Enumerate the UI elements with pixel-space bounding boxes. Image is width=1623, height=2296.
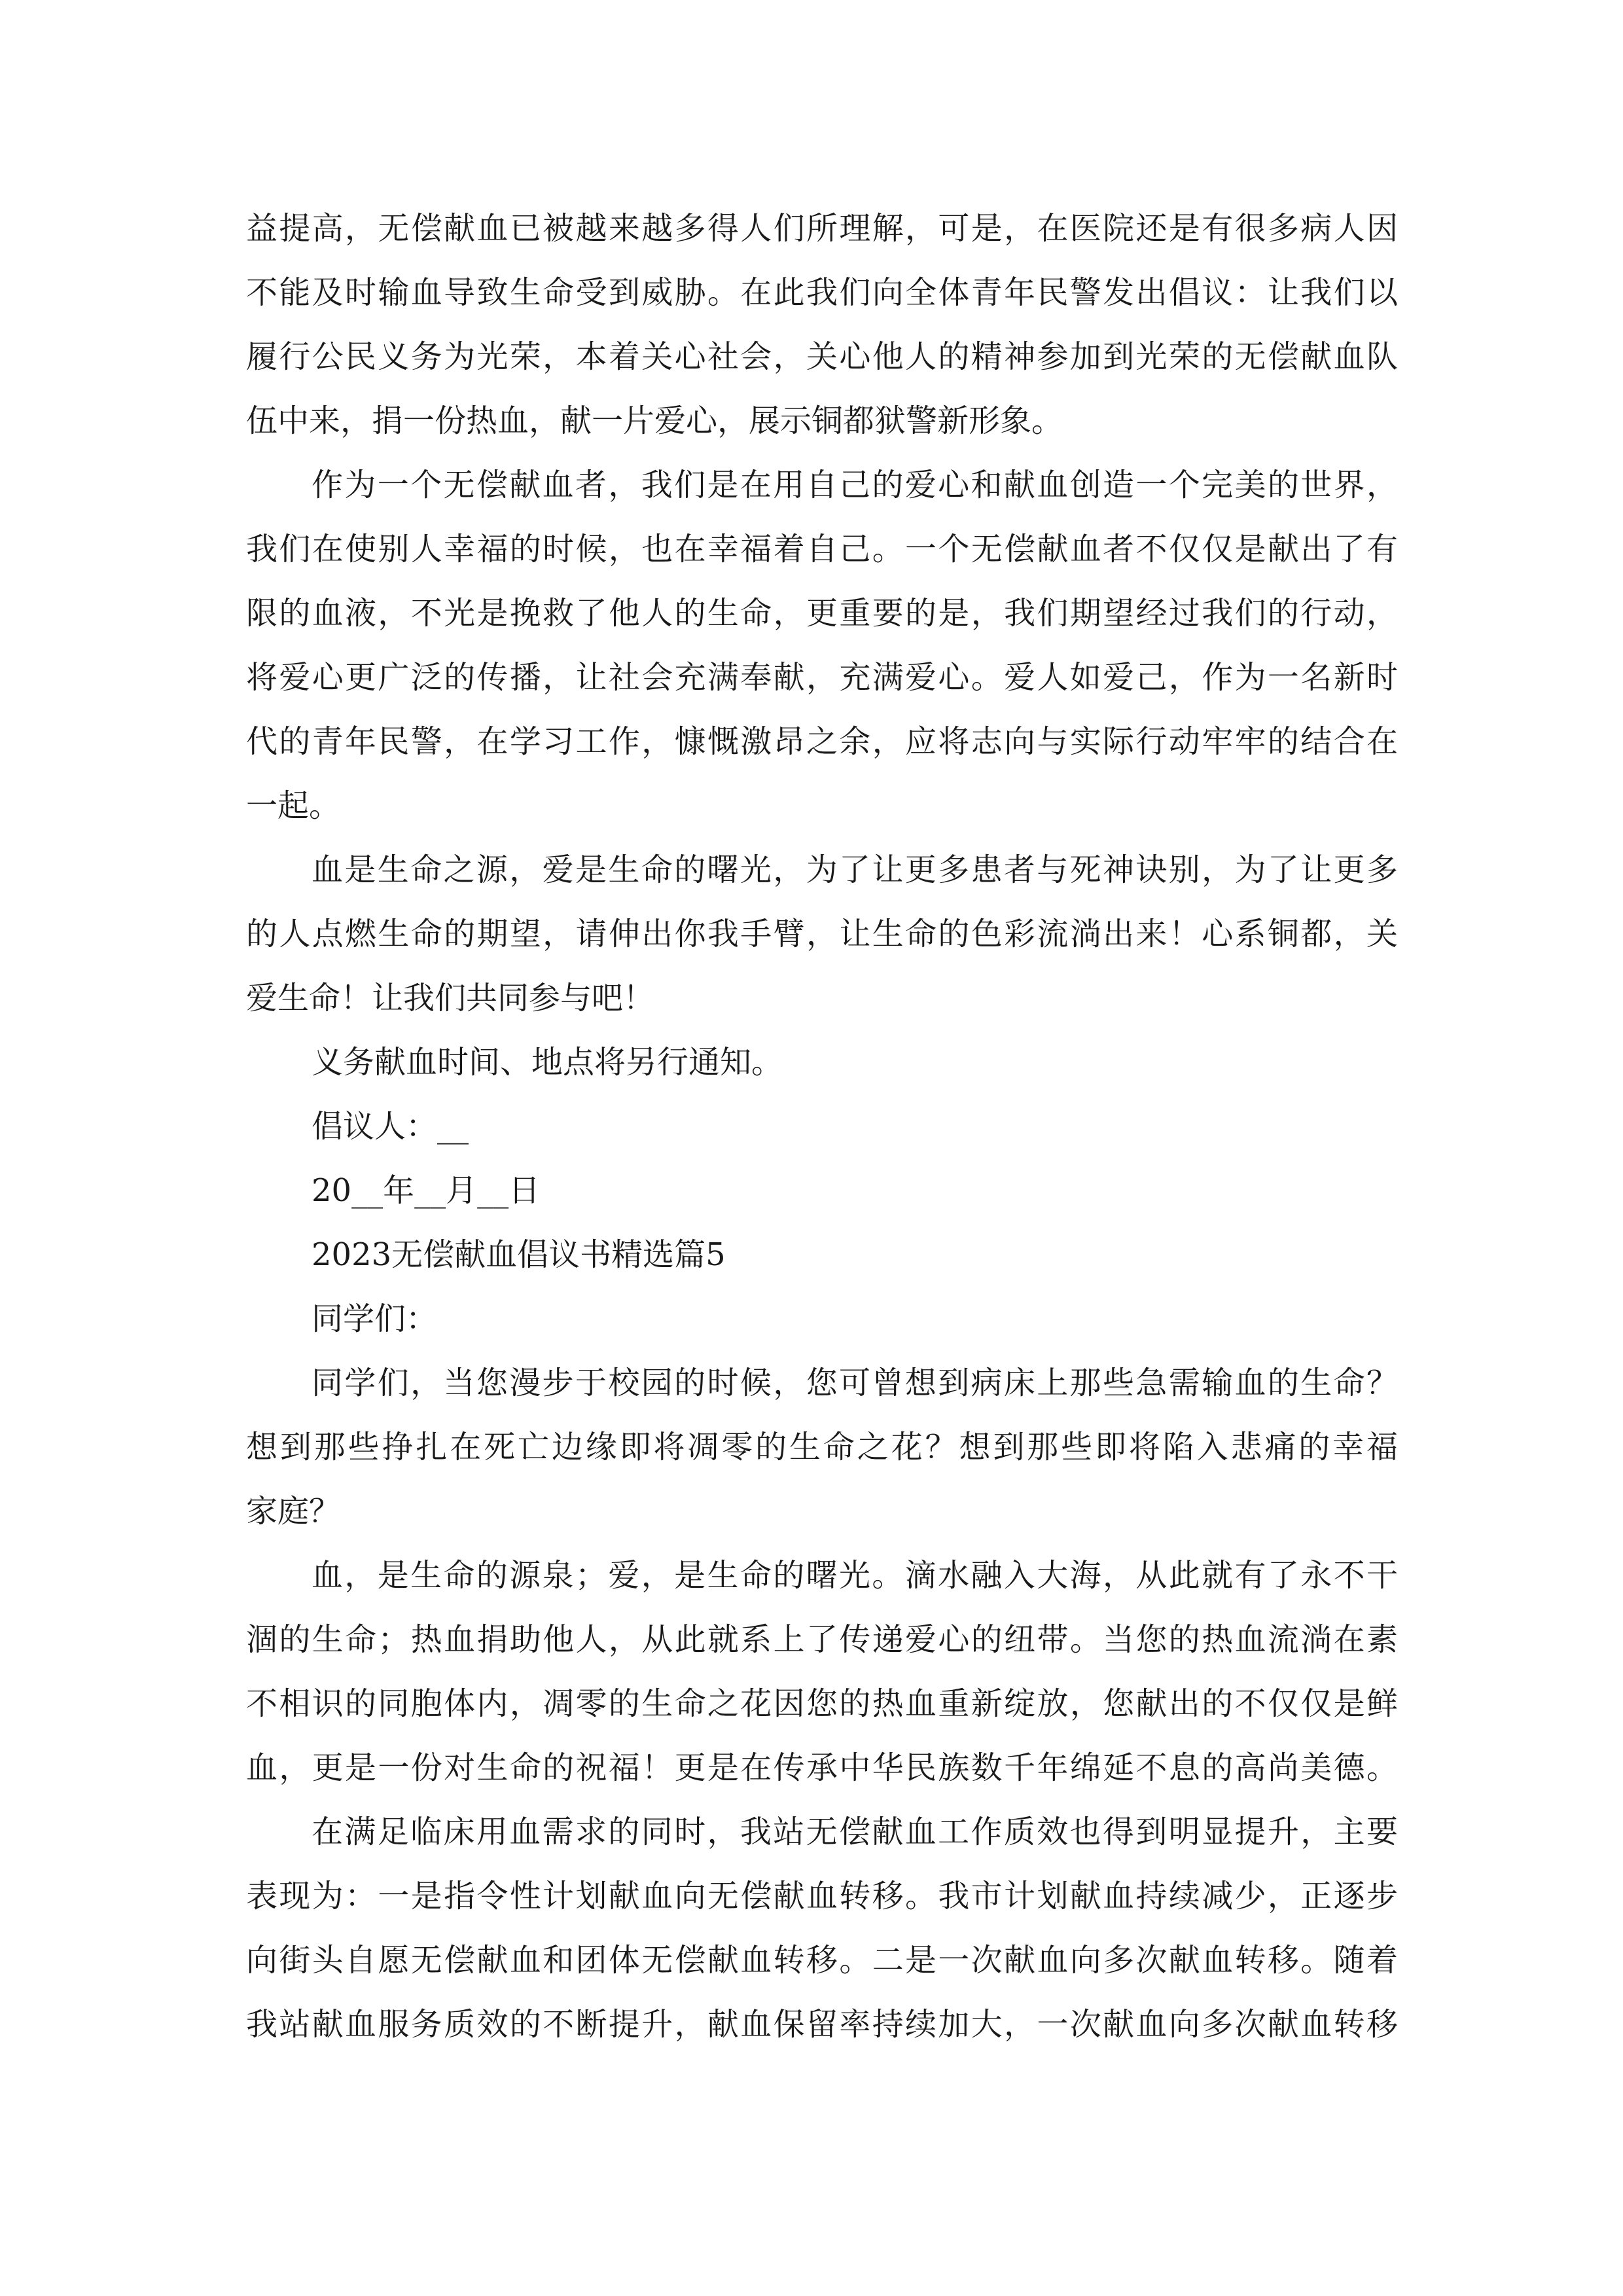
text-line: 血，更是一份对生命的祝福！更是在传承中华民族数千年绵延不息的高尚美德。 <box>246 1749 1398 1786</box>
text-line: 向街头自愿无偿献血和团体无偿献血转移。二是一次献血向多次献血转移。随着 <box>246 1942 1398 1979</box>
text-line: 不能及时输血导致生命受到威胁。在此我们向全体青年民警发出倡议：让我们以 <box>246 274 1398 311</box>
text-line: 益提高，无偿献血已被越来越多得人们所理解，可是，在医院还是有很多病人因 <box>246 210 1398 247</box>
text-line: 血，是生命的源泉；爱，是生命的曙光。滴水融入大海，从此就有了永不干 <box>312 1557 1398 1594</box>
text-line: 不相识的同胞体内，凋零的生命之花因您的热血重新绽放，您献出的不仅仅是鲜 <box>246 1685 1398 1722</box>
text-line: 代的青年民警，在学习工作，慷慨激昂之余，应将志向与实际行动牢牢的结合在 <box>246 723 1398 760</box>
text-line: 将爱心更广泛的传播，让社会充满奉献，充满爱心。爱人如爱己，作为一名新时 <box>246 659 1398 696</box>
text-line: 表现为：一是指令性计划献血向无偿献血转移。我市计划献血持续减少，正逐步 <box>246 1878 1398 1914</box>
text-line: 倡议人：__ <box>312 1108 469 1145</box>
text-line: 我站献血服务质效的不断提升，献血保留率持续加大，一次献血向多次献血转移 <box>246 2006 1398 2043</box>
text-line: 同学们： <box>312 1300 438 1337</box>
text-line: 20__年__月__日 <box>312 1172 541 1209</box>
text-line: 伍中来，捐一份热血，献一片爱心，展示铜都狱警新形象。 <box>246 403 1063 439</box>
text-line: 爱生命！让我们共同参与吧！ <box>246 980 655 1016</box>
text-line: 涸的生命；热血捐助他人，从此就系上了传递爱心的纽带。当您的热血流淌在素 <box>246 1621 1398 1658</box>
text-line: 履行公民义务为光荣，本着关心社会，关心他人的精神参加到光荣的无偿献血队 <box>246 338 1398 375</box>
text-line: 限的血液，不光是挽救了他人的生命，更重要的是，我们期望经过我们的行动， <box>246 595 1398 632</box>
text-line: 义务献血时间、地点将另行通知。 <box>312 1044 783 1081</box>
text-line: 一起。 <box>246 787 341 824</box>
text-line: 同学们，当您漫步于校园的时候，您可曾想到病床上那些急需输血的生命？ <box>312 1365 1398 1401</box>
text-line: 家庭？ <box>246 1493 341 1530</box>
text-line: 我们在使别人幸福的时候，也在幸福着自己。一个无偿献血者不仅仅是献出了有 <box>246 531 1398 567</box>
document-page <box>246 196 1398 2056</box>
text-line: 的人点燃生命的期望，请伸出你我手臂，让生命的色彩流淌出来！心系铜都，关 <box>246 916 1398 952</box>
text-line: 想到那些挣扎在死亡边缘即将凋零的生命之花？想到那些即将陷入悲痛的幸福 <box>246 1429 1398 1465</box>
text-line: 2023无偿献血倡议书精选篇5 <box>312 1236 726 1273</box>
text-line: 在满足临床用血需求的同时，我站无偿献血工作质效也得到明显提升，主要 <box>312 1814 1398 1850</box>
text-line: 作为一个无偿献血者，我们是在用自己的爱心和献血创造一个完美的世界， <box>312 467 1398 503</box>
text-line: 血是生命之源，爱是生命的曙光，为了让更多患者与死神诀别，为了让更多 <box>312 852 1398 888</box>
